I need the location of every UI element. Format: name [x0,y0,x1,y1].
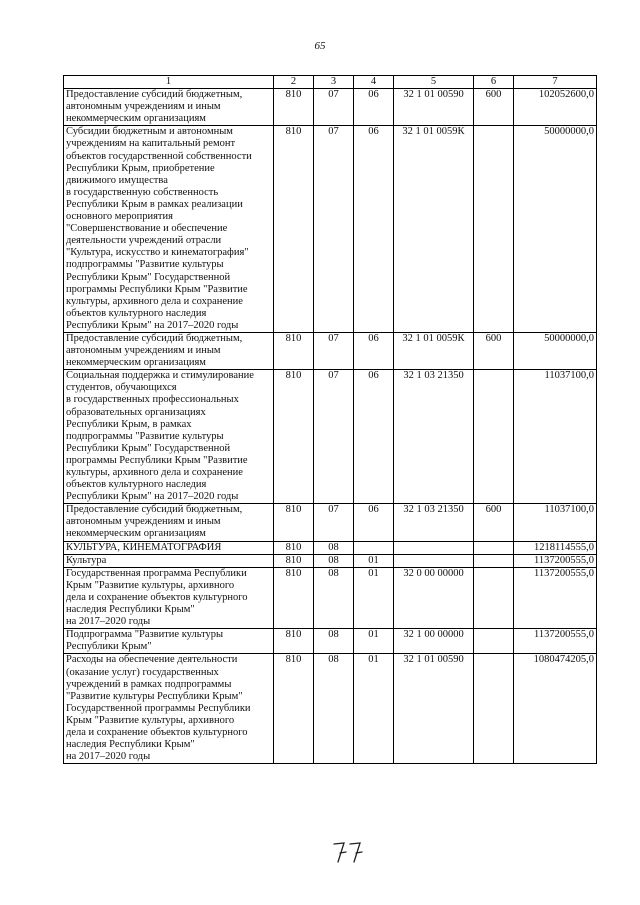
table-row [64,370,597,504]
column-header: 3 [314,76,354,89]
cell-name: Предоставление субсидий бюджетным, автономным учреждениям и иным некоммерческим организациям [64,89,274,126]
cell-csr [394,541,474,554]
cell-amount: 11037100,0 [514,504,597,541]
column-header: 2 [274,76,314,89]
table-row [64,332,597,369]
cell-csr: 32 1 03 21350 [394,504,474,541]
cell-grbs: 810 [274,567,314,628]
cell-amount: 1080474205,0 [514,654,597,764]
page-number: 65 [314,40,326,52]
cell-rz: 07 [314,332,354,369]
cell-vr [474,541,514,554]
cell-pr: 01 [354,554,394,567]
cell-vr: 600 [474,332,514,369]
column-header: 7 [514,76,597,89]
cell-csr: 32 1 01 0059К [394,332,474,369]
column-header: 4 [354,76,394,89]
cell-vr [474,629,514,654]
cell-amount: 1218114555,0 [514,541,597,554]
cell-pr [354,541,394,554]
cell-grbs: 810 [274,126,314,333]
cell-vr [474,126,514,333]
cell-csr: 32 1 03 21350 [394,370,474,504]
cell-vr: 600 [474,504,514,541]
cell-grbs: 810 [274,554,314,567]
cell-pr: 06 [354,89,394,126]
cell-amount: 102052600,0 [514,89,597,126]
cell-name: Предоставление субсидий бюджетным, автономным учреждениям и иным некоммерческим организациям [64,332,274,369]
budget-table [63,75,597,764]
table-row [64,504,597,541]
cell-vr [474,654,514,764]
cell-csr [394,554,474,567]
table-body [64,89,597,764]
cell-csr: 32 1 01 00590 [394,89,474,126]
column-header: 6 [474,76,514,89]
cell-pr: 01 [354,567,394,628]
cell-pr: 06 [354,504,394,541]
cell-rz: 08 [314,541,354,554]
cell-pr: 01 [354,654,394,764]
cell-amount: 1137200555,0 [514,567,597,628]
cell-rz: 07 [314,504,354,541]
cell-rz: 08 [314,654,354,764]
cell-grbs: 810 [274,370,314,504]
cell-rz: 07 [314,126,354,333]
cell-name: КУЛЬТУРА, КИНЕМАТОГРАФИЯ [64,541,274,554]
cell-vr [474,554,514,567]
table-row [64,554,597,567]
cell-name: Государственная программа Республики Крым "Развитие культуры, архивного дела и сохранение объектов культурного наследия Республики Крым" на 2017–2020 годы [64,567,274,628]
cell-amount: 50000000,0 [514,126,597,333]
cell-rz: 08 [314,567,354,628]
cell-csr: 32 1 01 0059К [394,126,474,333]
table-row [64,654,597,764]
header-row [64,76,597,89]
cell-amount: 50000000,0 [514,332,597,369]
cell-csr: 32 1 00 00000 [394,629,474,654]
cell-vr [474,370,514,504]
cell-amount: 11037100,0 [514,370,597,504]
cell-pr: 06 [354,370,394,504]
cell-grbs: 810 [274,89,314,126]
cell-pr: 06 [354,332,394,369]
cell-grbs: 810 [274,629,314,654]
cell-pr: 01 [354,629,394,654]
table-row [64,89,597,126]
cell-grbs: 810 [274,504,314,541]
column-header: 1 [64,76,274,89]
cell-amount: 1137200555,0 [514,629,597,654]
cell-vr: 600 [474,89,514,126]
cell-rz: 07 [314,370,354,504]
cell-rz: 08 [314,629,354,654]
cell-name: Предоставление субсидий бюджетным, автономным учреждениям и иным некоммерческим организациям [64,504,274,541]
cell-csr: 32 0 00 00000 [394,567,474,628]
cell-name: Подпрограмма "Развитие культуры Республики Крым" [64,629,274,654]
cell-name: Субсидии бюджетным и автономным учреждениям на капитальный ремонт объектов государственной собственности Республики Крым, приобретение движимого имущества в государственную собственность Республики Крым в рамках реализации основного мероприятия "Совершенствование и обеспечение деятельности учреждений отрасли "Культура, искусство и кинематография" подпрограммы "Развитие культуры Республики Крым" Государственной программы Республики Крым "Развитие культуры, архивного дела и сохранение объектов культурного наследия Республики Крым" на 2017–2020 годы [64,126,274,333]
table-row [64,541,597,554]
table-row [64,126,597,333]
cell-grbs: 810 [274,654,314,764]
cell-grbs: 810 [274,541,314,554]
cell-pr: 06 [354,126,394,333]
cell-vr [474,567,514,628]
table-row [64,629,597,654]
cell-name: Культура [64,554,274,567]
table-row [64,567,597,628]
cell-name: Расходы на обеспечение деятельности (оказание услуг) государственных учреждений в рамках подпрограммы "Развитие культуры Республики Крым" Государственной программы Республики Крым "Развитие культуры, архивного дела и сохранение объектов культурного наследия Республики Крым" на 2017–2020 годы [64,654,274,764]
cell-grbs: 810 [274,332,314,369]
handwritten-initials [330,838,390,868]
cell-amount: 1137200555,0 [514,554,597,567]
cell-rz: 08 [314,554,354,567]
cell-rz: 07 [314,89,354,126]
column-header: 5 [394,76,474,89]
cell-csr: 32 1 01 00590 [394,654,474,764]
cell-name: Социальная поддержка и стимулирование студентов, обучающихся в государственных профессиональных образовательных организациях Республики Крым, в рамках подпрограммы "Развитие культуры Республики Крым" Государственной программы Республики Крым "Развитие культуры, архивного дела и сохранение объектов культурного наследия Республики Крым" на 2017–2020 годы [64,370,274,504]
